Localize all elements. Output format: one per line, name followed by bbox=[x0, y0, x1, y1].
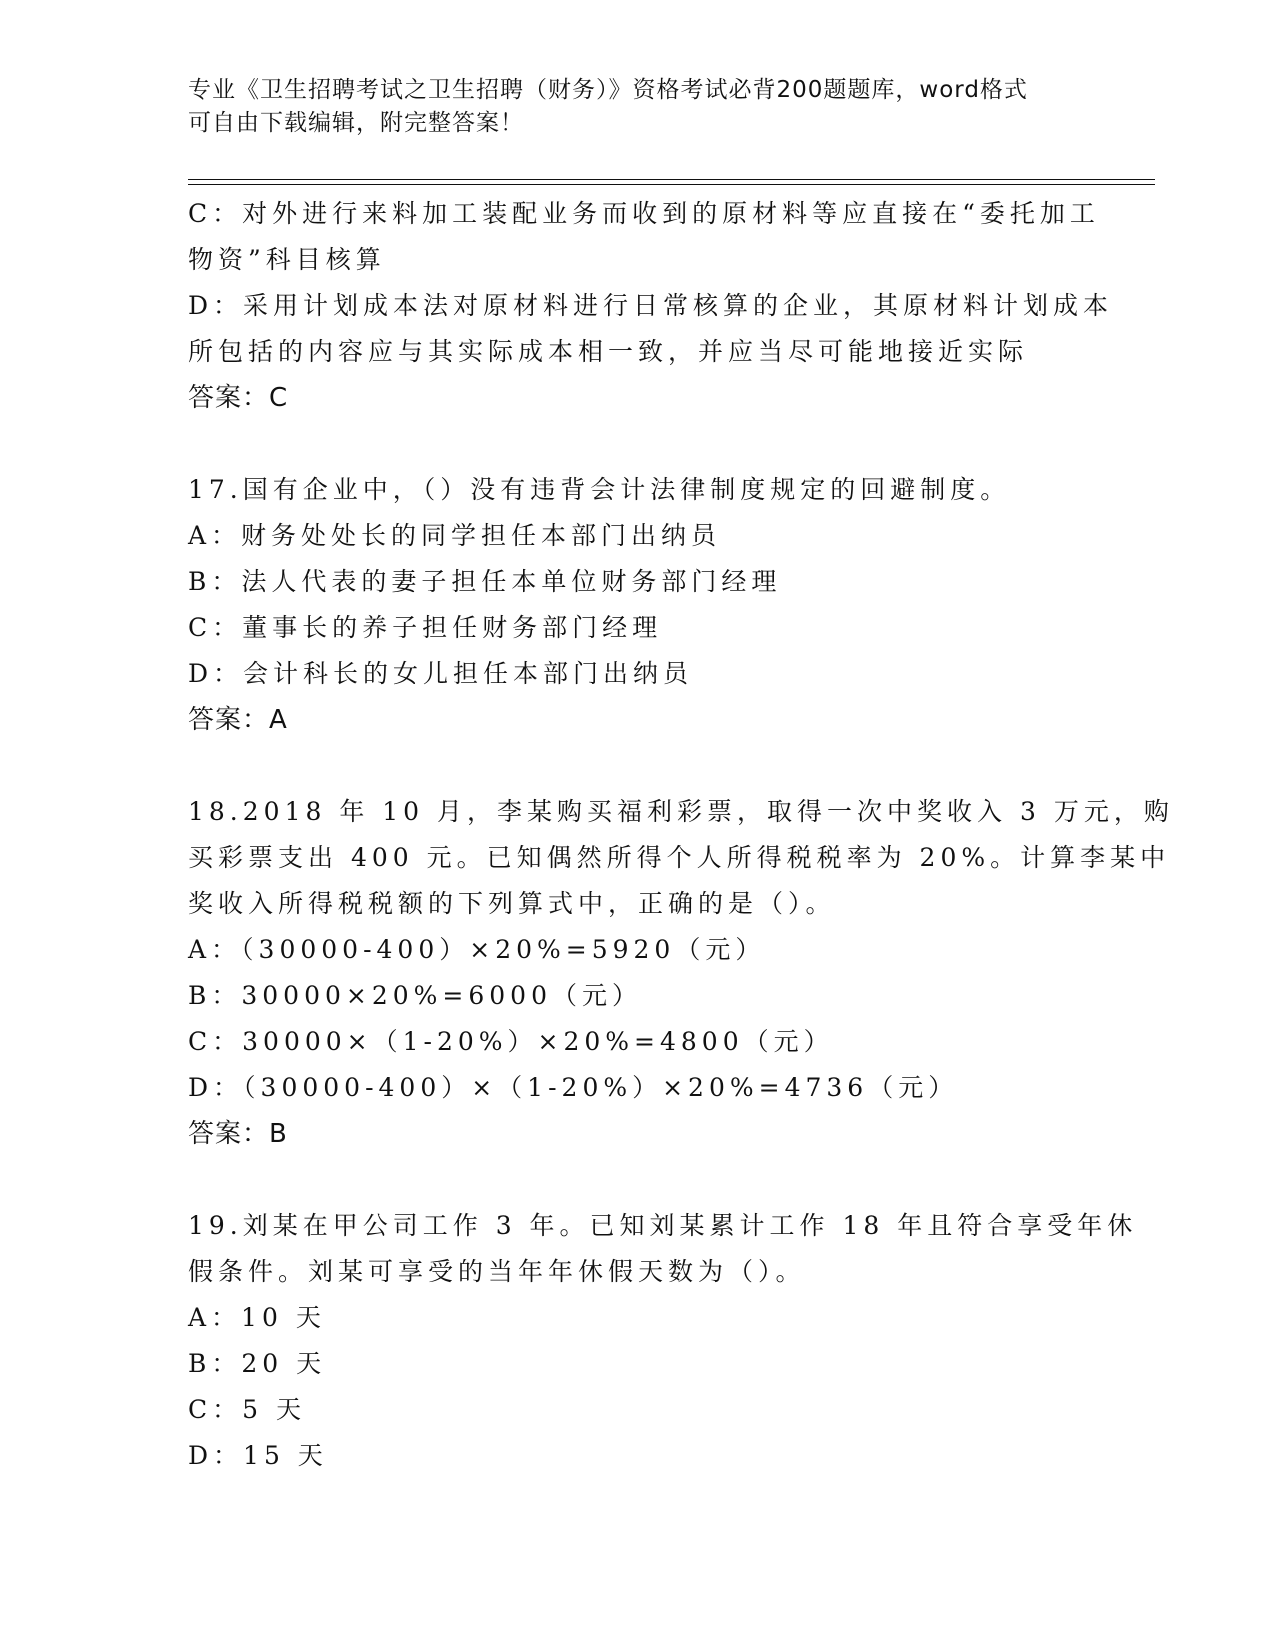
question-stem-line-1: 18.2018 年 10 月，李某购买福利彩票，取得一次中奖收入 3 万元，购 bbox=[188, 797, 1174, 826]
option-b: B：30000×20%=6000（元） bbox=[188, 981, 642, 1010]
answer-label: 答案：B bbox=[188, 1119, 288, 1149]
question-17 bbox=[188, 467, 1088, 743]
header-title-line-2: 可自由下载编辑，附完整答案！ bbox=[188, 110, 524, 136]
question-spacer bbox=[188, 743, 1088, 789]
document-header bbox=[188, 74, 1088, 140]
continued-question bbox=[188, 191, 1114, 421]
header-divider-bottom bbox=[188, 184, 1155, 185]
option-c: C：5 天 bbox=[188, 1395, 306, 1424]
option-c-line-1: C：对外进行来料加工装配业务而收到的原材料等应直接在“委托加工 bbox=[188, 199, 1100, 228]
header-title-line-1: 专业《卫生招聘考试之卫生招聘（财务）》资格考试必背200题题库，word格式 bbox=[188, 77, 1028, 103]
question-stem-line-1: 19.刘某在甲公司工作 3 年。已知刘某累计工作 18 年且符合享受年休 bbox=[188, 1211, 1138, 1240]
question-content bbox=[188, 191, 1174, 1479]
option-d: D：（30000-400）×（1-20%）×20%=4736（元） bbox=[188, 1073, 959, 1102]
option-b: B：20 天 bbox=[188, 1349, 327, 1378]
option-a: A：（30000-400）×20%=5920（元） bbox=[188, 935, 766, 964]
option-c: C：董事长的养子担任财务部门经理 bbox=[188, 613, 663, 642]
question-stem: 17.国有企业中，（）没有违背会计法律制度规定的回避制度。 bbox=[188, 475, 1011, 504]
answer-label: 答案：A bbox=[188, 705, 288, 735]
option-a: A：财务处处长的同学担任本部门出纳员 bbox=[188, 521, 722, 550]
question-spacer bbox=[188, 421, 1088, 467]
option-d-line-1: D：采用计划成本法对原材料进行日常核算的企业，其原材料计划成本 bbox=[188, 291, 1114, 320]
option-c: C：30000×（1-20%）×20%=4800（元） bbox=[188, 1027, 834, 1056]
question-18 bbox=[188, 789, 1174, 1157]
option-b: B：法人代表的妻子担任本单位财务部门经理 bbox=[188, 567, 782, 596]
option-a: A：10 天 bbox=[188, 1303, 326, 1332]
option-d: D：会计科长的女儿担任本部门出纳员 bbox=[188, 659, 694, 688]
header-divider-top bbox=[188, 179, 1155, 180]
question-stem-line-3: 奖收入所得税税额的下列算式中，正确的是（）。 bbox=[188, 889, 836, 918]
question-stem-line-2: 假条件。刘某可享受的当年年休假天数为（）。 bbox=[188, 1257, 806, 1286]
question-stem-line-2: 买彩票支出 400 元。已知偶然所得个人所得税税率为 20%。计算李某中 bbox=[188, 843, 1171, 872]
option-d: D：15 天 bbox=[188, 1441, 328, 1470]
question-19 bbox=[188, 1203, 1138, 1479]
answer-label: 答案：C bbox=[188, 383, 289, 413]
option-d-line-2: 所包括的内容应与其实际成本相一致，并应当尽可能地接近实际 bbox=[188, 337, 1029, 366]
question-spacer bbox=[188, 1157, 1088, 1203]
option-c-line-2: 物资”科目核算 bbox=[188, 245, 386, 274]
